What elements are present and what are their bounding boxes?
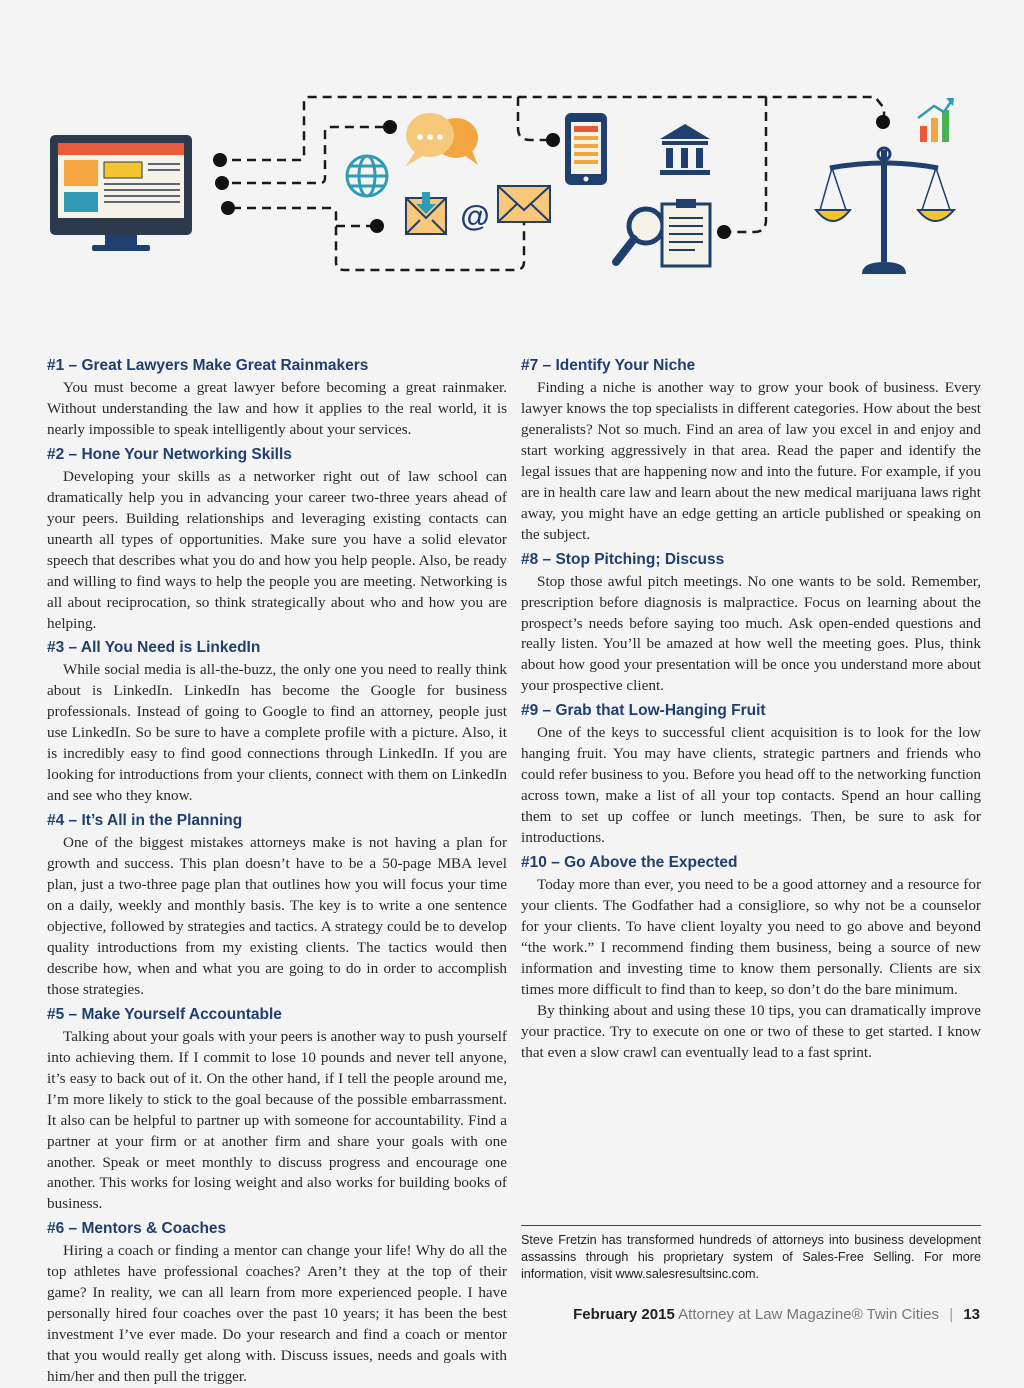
section-paragraph: Talking about your goals with your peers is another way to push yourself into achieving them. If I commit to lose 10 pounds and never tell anyone, it’s easy to back out of it. On the other hand, if I tell the people around me, I’m more likely to stick to the goal because of the possible embarrassment. It also can be helpful to partner up with someone for accountability. Find a partner at your firm or at another firm and share your goals with one another. Speak or meet monthly to discuss progress and encourage one another. This works for losing weight and also works for building books of business. bbox=[47, 1027, 507, 1213]
section-heading: #2 – Hone Your Networking Skills bbox=[47, 445, 292, 463]
section-paragraph: Stop those awful pitch meetings. No one wants to be sold. Remember, prescription before diagnosis is malpractice. Focus on learning about the prospect’s needs before saying too much. Ask open-ended questions and really listen. You’ll be amazed at how well the meeting goes. Plus, think about how good your presentation will be once you understand more about your prospective client. bbox=[521, 572, 981, 695]
magazine-edition: Twin Cities bbox=[866, 1306, 940, 1323]
section-paragraph: You must become a great lawyer before becoming a great rainmaker. Without understanding the law and how it applies to the real world, it is nearly impossible to speak intelligently about your services. bbox=[47, 379, 507, 438]
tip-section bbox=[521, 550, 981, 698]
magnifier-icon bbox=[616, 209, 663, 262]
bank-building-icon bbox=[660, 124, 710, 175]
connector-lines bbox=[232, 97, 884, 270]
tip-section bbox=[47, 811, 507, 1001]
article-column-left bbox=[47, 352, 507, 1388]
section-heading: #5 – Make Yourself Accountable bbox=[47, 1005, 282, 1023]
balance-scale-icon bbox=[816, 148, 954, 274]
section-heading: #3 – All You Need is LinkedIn bbox=[47, 639, 261, 657]
section-heading: #9 – Grab that Low-Hanging Fruit bbox=[521, 702, 766, 720]
chat-bubbles-icon bbox=[406, 113, 478, 166]
tablet-icon bbox=[565, 113, 607, 185]
growth-chart-icon bbox=[918, 98, 954, 142]
globe-icon bbox=[347, 156, 387, 196]
page-footer bbox=[573, 1306, 980, 1323]
connector-dots bbox=[213, 115, 890, 239]
section-heading: #7 – Identify Your Niche bbox=[521, 357, 696, 374]
at-sign-icon: @ bbox=[460, 200, 490, 233]
section-paragraph: Hiring a coach or finding a mentor can change your life! Why do all the top athletes have professional coaches? Aren’t they at the top of their game? In reality, we can all learn from more experienced people. I have personally hired four coaches over the past 10 years; it has been the best investment I’ve ever made. Do your research and find a coach or mentor that you would really get along with. Discuss issues, needs and goals with him/her and then pull the trigger. bbox=[47, 1242, 507, 1386]
article-column-right bbox=[521, 352, 981, 1064]
section-paragraph: Developing your skills as a networker right out of law school can dramatically help you in advancing your career two-three years ahead of your peers. Building relationships and leveraging existing contacts can unearth all types of opportunities. Make sure you have a solid elevator speech that describes what you do and how you help people. Also, be ready and willing to find ways to help the people you are meeting. Networking is all about reciprocation, so think strategically about who and how you are helping. bbox=[47, 467, 507, 632]
tip-section bbox=[521, 356, 981, 546]
section-paragraph: Finding a niche is another way to grow your book of business. Every lawyer knows the top specialists in different categories. How about the best generalists? Not so much. Find an area of law you excel in and enjoy and start working aggressively in that area. Read the paper and identify the legal issues that are happening now and into the future. For example, if you are in health care law and learn about the new medical marijuana laws right away, you might have an edge getting an article published or speaking on the subject. bbox=[521, 379, 981, 543]
section-heading: #10 – Go Above the Expected bbox=[521, 854, 738, 872]
tip-section bbox=[521, 853, 981, 1064]
tip-section bbox=[47, 1219, 507, 1388]
section-heading: #6 – Mentors & Coaches bbox=[47, 1220, 227, 1238]
section-heading: #8 – Stop Pitching; Discuss bbox=[521, 550, 725, 568]
section-paragraph: Today more than ever, you need to be a good attorney and a resource for your clients. The Godfather had a consigliore, so why not be a counselor for your clients. To have client loyalty you need to go above and beyond “the work.” I recommend finding them business, being a source of new information and investing time to know them personally. Clients are six times more difficult to find than to keep, so don’t do the bare minimum. bbox=[521, 876, 981, 998]
footer-separator: | bbox=[949, 1306, 954, 1323]
header-illustration bbox=[0, 0, 1024, 340]
tip-section bbox=[47, 445, 507, 635]
tip-section bbox=[47, 356, 507, 441]
author-bio: Steve Fretzin has transformed hundreds of attorneys into business development assassins through his proprietary system of Sales-Free Selling. For more information, visit www.salesresultsinc.com. bbox=[521, 1225, 981, 1283]
envelope-icon bbox=[498, 186, 550, 222]
tip-section bbox=[521, 701, 981, 849]
mail-download-icon bbox=[406, 192, 446, 234]
desktop-monitor-icon bbox=[50, 135, 192, 251]
tip-section bbox=[47, 1005, 507, 1216]
section-heading: #1 – Great Lawyers Make Great Rainmakers bbox=[47, 357, 369, 374]
tip-section bbox=[47, 638, 507, 807]
clipboard-icon bbox=[662, 199, 710, 266]
page-number: 13 bbox=[963, 1306, 980, 1323]
section-paragraph: One of the biggest mistakes attorneys make is not having a plan for growth and success. This plan doesn’t have to be a 50-page MBA level plan, just a two-three page plan that outlines how you will focus your time on a daily, weekly and monthly basis. The key is to write a one sentence objective, followed by strategies and tactics. A strategy could be to develop quality introductions from my existing clients. The tactics would then describe how, when and what you are going to do in order to accomplish those strategies. bbox=[47, 834, 507, 998]
section-heading: #4 – It’s All in the Planning bbox=[47, 812, 243, 830]
section-paragraph: While social media is all-the-buzz, the only one you need to really think about is LinkedIn. LinkedIn has become the Google for business professionals. Instead of going to Google to find an attorney, people just use LinkedIn. So be sure to have a complete profile with a picture. Also, it is incredibly easy to find good connections through LinkedIn. If you are looking for introductions from your clients, connect with them on LinkedIn and see who they know. bbox=[47, 661, 507, 805]
issue-month: February 2015 bbox=[573, 1306, 675, 1323]
section-paragraph: One of the keys to successful client acquisition is to look for the low hanging fruit. You may have clients, strategic partners and friends who could refer business to you. Before you head off to the networking function across town, make a list of all your top contacts. Spend an hour calling them to set up coffee or lunch meetings. Then, be sure to ask for introductions. bbox=[521, 724, 981, 847]
closing-paragraph: By thinking about and using these 10 tips, you can dramatically improve your practice. Try to execute on one or two of these to get started. I know that even a slow crawl can eventually lead to a fast sprint. bbox=[521, 1001, 981, 1061]
magazine-name: Attorney at Law Magazine® bbox=[678, 1306, 863, 1323]
